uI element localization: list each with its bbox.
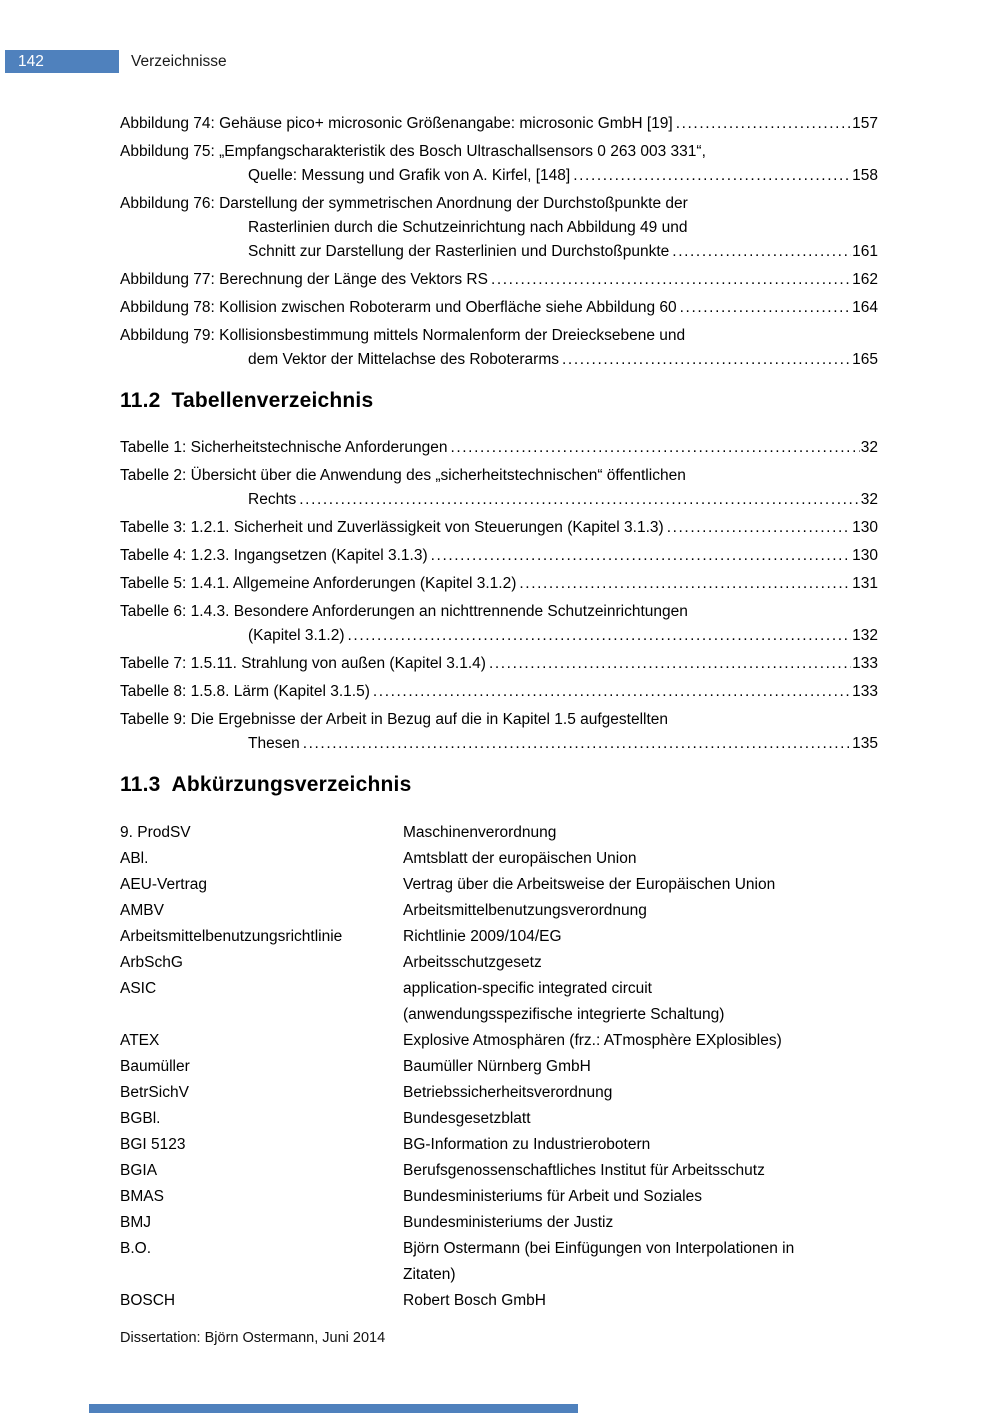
toc-entry-text: Tabelle 9: Die Ergebnisse der Arbeit in Bezug auf die in Kapitel 1.5 aufgestellten [120,711,669,728]
toc-entry-text: Tabelle 7: 1.5.11. Strahlung von außen (Kapitel 3.1.4) [120,655,486,672]
abbreviation-definition-line: Amtsblatt der europäischen Union [403,850,637,867]
abbreviations-list [120,820,878,1314]
section-heading-tabellenverzeichnis [120,388,878,414]
abbreviation-definition [403,846,878,872]
abbreviation-definition-line: BG-Information zu Industrierobotern [403,1136,651,1153]
abbreviation-row [120,846,878,872]
footer-accent-bar [89,1404,578,1413]
dot-leader [676,112,851,136]
toc-entry [120,516,878,540]
abbreviation-definition-line: Björn Ostermann (bei Einfügungen von Interpolationen in [403,1240,795,1257]
toc-entry [120,544,878,568]
abbreviation-term: ATEX [120,1032,160,1049]
toc-entry [120,436,878,460]
dot-leader [373,680,851,704]
abbreviation-row [120,1210,878,1236]
abbreviation-definition-line: Arbeitsmittelbenutzungsverordnung [403,902,647,919]
abbreviation-definition [403,1080,878,1106]
dot-leader [303,732,851,756]
abbreviation-definition [403,820,878,846]
abbreviation-row [120,1080,878,1106]
dot-leader [519,572,851,596]
dot-leader [450,436,859,460]
toc-entry [120,324,878,372]
dot-leader [489,652,851,676]
abbreviation-definition-line: Robert Bosch GmbH [403,1292,546,1309]
dot-leader [573,164,851,188]
section-title: Tabellenverzeichnis [171,389,374,412]
figures-toc [120,112,878,372]
abbreviation-definition [403,976,878,1028]
abbreviation-definition-line: Bundesgesetzblatt [403,1110,531,1127]
abbreviation-term: BGI 5123 [120,1136,186,1153]
toc-entry [120,112,878,136]
abbreviation-definition-line: Bundesministeriums der Justiz [403,1214,614,1231]
toc-page-number: 131 [852,575,878,592]
toc-page-number: 158 [852,167,878,184]
abbreviation-term: BMJ [120,1214,151,1231]
section-title: Abkürzungsverzeichnis [171,773,412,796]
abbreviation-definition [403,1106,878,1132]
abbreviation-row [120,898,878,924]
abbreviation-definition-line: Bundesministeriums für Arbeit und Soziales [403,1188,702,1205]
toc-page-number: 161 [852,243,878,260]
page-number-badge [5,50,119,73]
abbreviation-definition [403,1236,878,1288]
toc-entry-text: Abbildung 75: „Empfangscharakteristik des Bosch Ultraschallsensors 0 263 003 331“, [120,143,706,160]
abbreviation-row [120,1236,878,1288]
page-body [120,112,878,1314]
section-number: 11.2 [120,389,161,412]
abbreviation-row [120,820,878,846]
abbreviation-term: BGBl. [120,1110,161,1127]
abbreviation-term: ABl. [120,850,149,867]
abbreviation-term: Arbeitsmittelbenutzungsrichtlinie [120,928,343,945]
abbreviation-row [120,872,878,898]
page-number: 142 [18,53,44,70]
abbreviation-definition-line: Arbeitsschutzgesetz [403,954,542,971]
toc-page-number: 165 [852,351,878,368]
toc-page-number: 135 [852,735,878,752]
toc-entry [120,140,878,188]
toc-page-number: 133 [852,655,878,672]
toc-entry-text: (Kapitel 3.1.2) [248,627,345,644]
abbreviation-row [120,1158,878,1184]
abbreviation-term: ASIC [120,980,157,997]
abbreviation-row [120,1184,878,1210]
abbreviation-term: BGIA [120,1162,158,1179]
dot-leader [348,624,852,648]
abbreviation-term: ArbSchG [120,954,183,971]
toc-entry [120,464,878,512]
toc-page-number: 164 [852,299,878,316]
abbreviation-row [120,976,878,1028]
toc-entry-text: Abbildung 79: Kollisionsbestimmung mittels Normalenform der Dreiecksebene und [120,327,686,344]
tables-toc [120,436,878,756]
toc-page-number: 133 [852,683,878,700]
section-number: 11.3 [120,773,161,796]
abbreviation-row [120,1288,878,1314]
toc-entry [120,708,878,756]
toc-entry [120,600,878,648]
toc-entry-text: Rechts [248,491,297,508]
dot-leader [491,268,851,292]
abbreviation-term: Baumüller [120,1058,190,1075]
dot-leader [672,240,851,264]
abbreviation-term: BetrSichV [120,1084,189,1101]
abbreviation-definition-line: Berufsgenossenschaftliches Institut für Arbeitsschutz [403,1162,765,1179]
toc-entry-text: Abbildung 78: Kollision zwischen Roboterarm und Oberfläche siehe Abbildung 60 [120,299,677,316]
toc-entry-text: Tabelle 1: Sicherheitstechnische Anforderungen [120,439,448,456]
abbreviation-row [120,950,878,976]
abbreviation-definition-line: Explosive Atmosphären (frz.: ATmosphère EXplosibles) [403,1032,782,1049]
abbreviation-definition [403,1158,878,1184]
abbreviation-term: 9. ProdSV [120,824,191,841]
toc-entry-text: Rasterlinien durch die Schutzeinrichtung nach Abbildung 49 und [248,219,688,236]
abbreviation-definition [403,950,878,976]
toc-entry-text: Tabelle 2: Übersicht über die Anwendung des „sicherheitstechnischen“ öffentlichen [120,467,686,484]
abbreviation-definition [403,1210,878,1236]
abbreviation-term: AMBV [120,902,164,919]
abbreviation-row [120,1054,878,1080]
abbreviation-definition [403,872,878,898]
abbreviation-definition [403,1184,878,1210]
footer-text: Dissertation: Björn Ostermann, Juni 2014 [120,1330,386,1346]
abbreviation-definition-line: Betriebssicherheitsverordnung [403,1084,613,1101]
abbreviation-definition-line: Baumüller Nürnberg GmbH [403,1058,591,1075]
toc-page-number: 130 [852,547,878,564]
dot-leader [667,516,851,540]
abbreviation-definition [403,898,878,924]
toc-entry-text: Abbildung 74: Gehäuse pico+ microsonic Größenangabe: microsonic GmbH [19] [120,115,673,132]
toc-entry-text: Abbildung 77: Berechnung der Länge des Vektors RS [120,271,488,288]
toc-entry [120,652,878,676]
abbreviation-definition [403,1132,878,1158]
toc-page-number: 32 [860,439,878,456]
abbreviation-row [120,1106,878,1132]
toc-entry [120,268,878,292]
toc-entry-text: dem Vektor der Mittelachse des Roboterarms [248,351,559,368]
toc-entry-text: Tabelle 6: 1.4.3. Besondere Anforderungen an nichttrennende Schutzeinrichtungen [120,603,688,620]
abbreviation-definition-line: Zitaten) [403,1266,456,1283]
abbreviation-row [120,1132,878,1158]
abbreviation-definition [403,1054,878,1080]
abbreviation-definition-line: Richtlinie 2009/104/EG [403,928,562,945]
abbreviation-definition [403,924,878,950]
abbreviation-term: BMAS [120,1188,164,1205]
toc-page-number: 162 [852,271,878,288]
section-heading-abkuerzungsverzeichnis [120,772,878,798]
dot-leader [431,544,852,568]
toc-entry-text: Quelle: Messung und Grafik von A. Kirfel, [148] [248,167,571,184]
toc-entry [120,192,878,264]
abbreviation-definition-line: Vertrag über die Arbeitsweise der Europäischen Union [403,876,776,893]
abbreviation-definition-line: application-specific integrated circuit [403,980,652,997]
abbreviation-term: BOSCH [120,1292,176,1309]
abbreviation-term: AEU-Vertrag [120,876,208,893]
toc-entry [120,296,878,320]
toc-entry-text: Tabelle 4: 1.2.3. Ingangsetzen (Kapitel 3.1.3) [120,547,428,564]
toc-page-number: 130 [852,519,878,536]
toc-page-number: 157 [852,115,878,132]
dot-leader [680,296,851,320]
running-header-title: Verzeichnisse [131,53,227,70]
toc-entry-text: Tabelle 5: 1.4.1. Allgemeine Anforderungen (Kapitel 3.1.2) [120,575,517,592]
abbreviation-definition-line: (anwendungsspezifische integrierte Schaltung) [403,1006,725,1023]
toc-entry [120,572,878,596]
toc-page-number: 132 [852,627,878,644]
abbreviation-row [120,1028,878,1054]
toc-entry [120,680,878,704]
toc-entry-text: Tabelle 8: 1.5.8. Lärm (Kapitel 3.1.5) [120,683,370,700]
dot-leader [299,488,860,512]
abbreviation-definition [403,1288,878,1314]
toc-page-number: 32 [860,491,878,508]
toc-entry-text: Schnitt zur Darstellung der Rasterlinien und Durchstoßpunkte [248,243,670,260]
abbreviation-definition-line: Maschinenverordnung [403,824,557,841]
abbreviation-definition [403,1028,878,1054]
toc-entry-text: Thesen [248,735,300,752]
toc-entry-text: Abbildung 76: Darstellung der symmetrischen Anordnung der Durchstoßpunkte der [120,195,688,212]
abbreviation-row [120,924,878,950]
toc-entry-text: Tabelle 3: 1.2.1. Sicherheit und Zuverlässigkeit von Steuerungen (Kapitel 3.1.3) [120,519,664,536]
dot-leader [562,348,851,372]
abbreviation-term: B.O. [120,1240,152,1257]
